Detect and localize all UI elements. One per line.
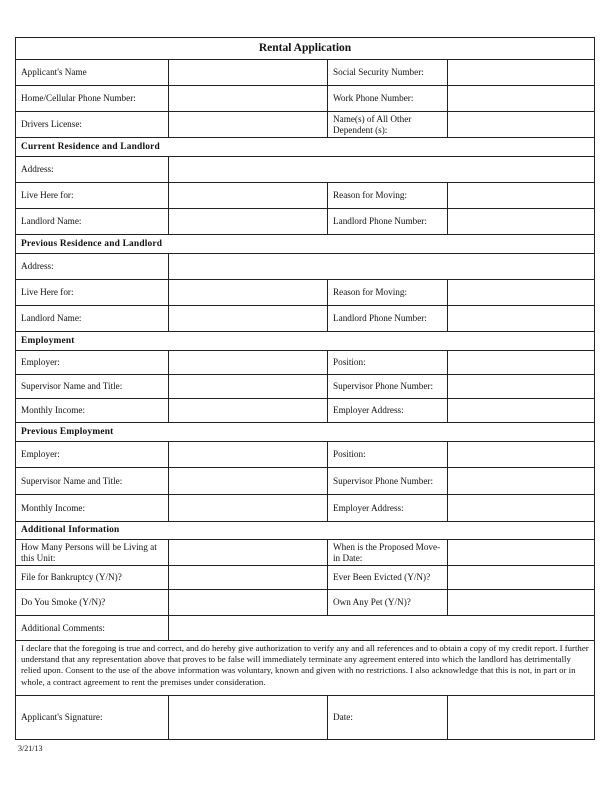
position-label: Position:	[328, 351, 448, 375]
prev-monthly-income-label: Monthly Income:	[16, 495, 169, 522]
bankruptcy-field[interactable]	[169, 566, 328, 590]
supervisor-label: Supervisor Name and Title:	[16, 375, 169, 399]
ssn-label: Social Security Number:	[328, 60, 448, 86]
current-landlord-phone-label: Landlord Phone Number:	[328, 209, 448, 235]
employment-heading: Employment	[16, 332, 595, 351]
move-in-date-label: When is the Proposed Move-in Date:	[328, 540, 448, 566]
previous-address-label: Address:	[16, 254, 169, 280]
employer-address-label: Employer Address:	[328, 399, 448, 423]
position-field[interactable]	[448, 351, 595, 375]
employer-field[interactable]	[169, 351, 328, 375]
current-live-here-label: Live Here for:	[16, 183, 169, 209]
form-title: Rental Application	[16, 38, 595, 60]
move-in-date-field[interactable]	[448, 540, 595, 566]
work-phone-label: Work Phone Number:	[328, 86, 448, 112]
signature-label: Applicant's Signature:	[16, 696, 169, 740]
previous-residence-heading: Previous Residence and Landlord	[16, 235, 595, 254]
applicant-name-label: Applicant's Name	[16, 60, 169, 86]
previous-reason-label: Reason for Moving:	[328, 280, 448, 306]
supervisor-phone-label: Supervisor Phone Number:	[328, 375, 448, 399]
current-live-here-field[interactable]	[169, 183, 328, 209]
previous-address-field[interactable]	[169, 254, 595, 280]
prev-supervisor-phone-label: Supervisor Phone Number:	[328, 468, 448, 495]
prev-employer-field[interactable]	[169, 442, 328, 468]
previous-employment-heading: Previous Employment	[16, 423, 595, 442]
previous-landlord-phone-label: Landlord Phone Number:	[328, 306, 448, 332]
current-landlord-phone-field[interactable]	[448, 209, 595, 235]
dependents-label: Name(s) of All Other Dependent (s):	[328, 112, 448, 138]
date-field[interactable]	[448, 696, 595, 740]
prev-monthly-income-field[interactable]	[169, 495, 328, 522]
drivers-license-label: Drivers License:	[16, 112, 169, 138]
declaration-text: I declare that the foregoing is true and correct, and do hereby give authorization to verify any and all references and to obtain a copy of my credit report. I further understand that any representation above that proves to be false will immediately terminate any agreement entered into which the landlord has detrimentally relied upon. Consent to the use of the above information was voluntary, known and given with no restrictions. I also acknowledge that this is not, in part or in whole, a contract agreement to rent the premises under consideration.	[16, 641, 595, 696]
revision-date: 3/21/13	[18, 744, 43, 753]
prev-employer-address-field[interactable]	[448, 495, 595, 522]
previous-reason-field[interactable]	[448, 280, 595, 306]
prev-supervisor-field[interactable]	[169, 468, 328, 495]
work-phone-field[interactable]	[448, 86, 595, 112]
drivers-license-field[interactable]	[169, 112, 328, 138]
employer-label: Employer:	[16, 351, 169, 375]
monthly-income-field[interactable]	[169, 399, 328, 423]
dependents-field[interactable]	[448, 112, 595, 138]
prev-supervisor-label: Supervisor Name and Title:	[16, 468, 169, 495]
current-landlord-name-label: Landlord Name:	[16, 209, 169, 235]
prev-position-label: Position:	[328, 442, 448, 468]
monthly-income-label: Monthly Income:	[16, 399, 169, 423]
previous-live-here-label: Live Here for:	[16, 280, 169, 306]
home-phone-label: Home/Cellular Phone Number:	[16, 86, 169, 112]
previous-landlord-name-label: Landlord Name:	[16, 306, 169, 332]
additional-info-heading: Additional Information	[16, 522, 595, 540]
ssn-field[interactable]	[448, 60, 595, 86]
prev-employer-label: Employer:	[16, 442, 169, 468]
persons-living-field[interactable]	[169, 540, 328, 566]
evicted-label: Ever Been Evicted (Y/N)?	[328, 566, 448, 590]
current-address-label: Address:	[16, 157, 169, 183]
prev-employer-address-label: Employer Address:	[328, 495, 448, 522]
pet-field[interactable]	[448, 590, 595, 616]
smoke-field[interactable]	[169, 590, 328, 616]
applicant-name-field[interactable]	[169, 60, 328, 86]
rental-application-form	[15, 37, 595, 740]
comments-label: Additional Comments:	[16, 616, 169, 641]
supervisor-phone-field[interactable]	[448, 375, 595, 399]
home-phone-field[interactable]	[169, 86, 328, 112]
evicted-field[interactable]	[448, 566, 595, 590]
previous-landlord-name-field[interactable]	[169, 306, 328, 332]
date-label: Date:	[328, 696, 448, 740]
employer-address-field[interactable]	[448, 399, 595, 423]
smoke-label: Do You Smoke (Y/N)?	[16, 590, 169, 616]
pet-label: Own Any Pet (Y/N)?	[328, 590, 448, 616]
bankruptcy-label: File for Bankruptcy (Y/N)?	[16, 566, 169, 590]
previous-live-here-field[interactable]	[169, 280, 328, 306]
comments-field[interactable]	[169, 616, 595, 641]
prev-position-field[interactable]	[448, 442, 595, 468]
persons-living-label: How Many Persons will be Living at this Unit:	[16, 540, 169, 566]
current-reason-field[interactable]	[448, 183, 595, 209]
current-address-field[interactable]	[169, 157, 595, 183]
current-residence-heading: Current Residence and Landlord	[16, 138, 595, 157]
previous-landlord-phone-field[interactable]	[448, 306, 595, 332]
prev-supervisor-phone-field[interactable]	[448, 468, 595, 495]
current-landlord-name-field[interactable]	[169, 209, 328, 235]
current-reason-label: Reason for Moving:	[328, 183, 448, 209]
signature-field[interactable]	[169, 696, 328, 740]
supervisor-field[interactable]	[169, 375, 328, 399]
